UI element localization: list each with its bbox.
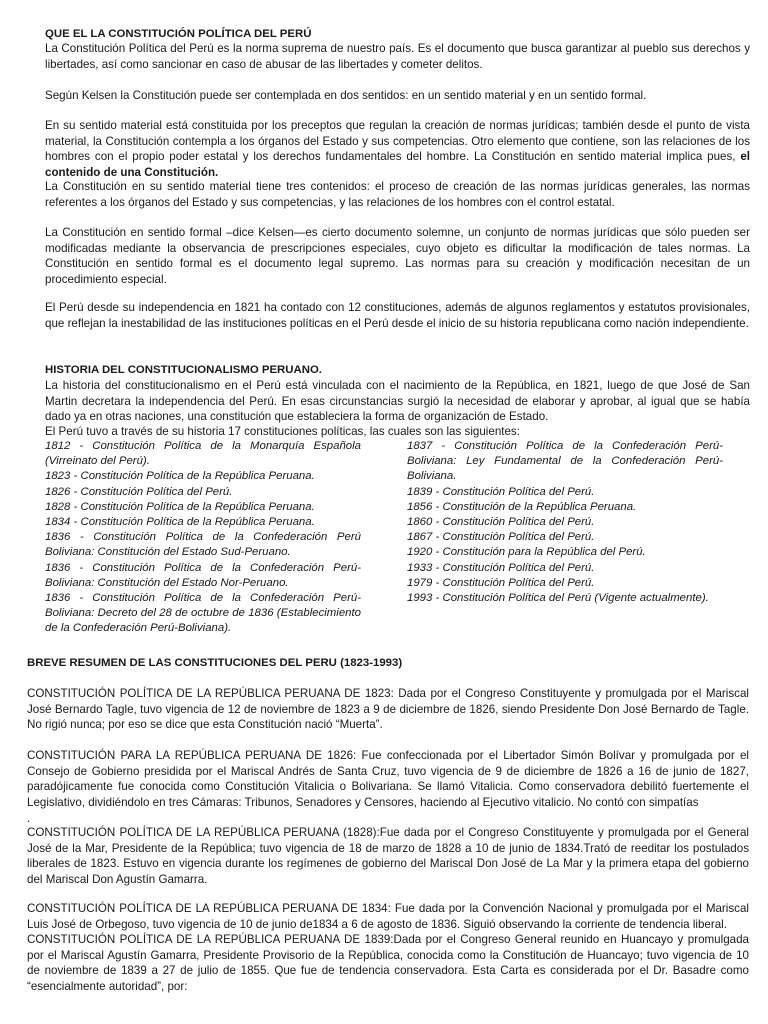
- section-heading-resumen: BREVE RESUMEN DE LAS CONSTITUCIONES DEL PERU (1823-1993): [27, 657, 403, 669]
- paragraph-1834: CONSTITUCIÓN POLÍTICA DE LA REPÚBLICA PERUANA DE 1834: Fue dada por la Convención Nacional y promulgada por el Mariscal Luis José de Orbegoso, tuvo vigencia de 10 de junio de1834 a 6 de agosto de 1836. Siguió observando la corriente de tendencia liberal.: [27, 902, 749, 931]
- paragraph-1826: CONSTITUCIÓN PARA LA REPÚBLICA PERUANA DE 1826: Fue confeccionada por el Libertador Simón Bolívar y promulgada por el Consejo de Gobierno presidida por el Mariscal Andrés de Santa Cruz, tuvo vigencia de 9 de diciembre de 1826 a 16 de junio de 1827, paradójicamente fue conocida como Constitución Vitalicia o Bolivariana. Se llamó Vitalicia. Como conservadora debilitó fuertemente el Legislativo, dividiéndolo en tres Cámaras: Tribunos, Senadores y Censores, haciendo al Ejecutivo vitalicio. No contó con simpatías: [27, 749, 749, 809]
- paragraph-historia: La historia del constitucionalismo en el Perú está vinculada con el nacimiento de la República, en 1821, luego de que José de San Martin decretara la independencia del Perú. En esas circunstancias surgió la necesidad de elaborar y aprobar, al igual que se había dado ya en otras naciones, una constitución que estableciera la forma de organización de Estado.: [45, 379, 750, 424]
- list-item: 1856 - Constitución de la República Peruana.: [407, 500, 637, 513]
- list-item: 1837 - Constitución Política de la Confederación Perú-Boliviana: Ley Fundamental de la Confederación Perú-Boliviana.: [407, 440, 723, 483]
- list-item: 1933 - Constitución Política del Perú.: [407, 561, 595, 574]
- list-item: 1812 - Constitución Política de la Monarquía Española (Virreinato del Perú).: [45, 440, 361, 468]
- paragraph-17-constituciones: El Perú tuvo a través de su historia 17 constituciones políticas, las cuales son las siguientes:: [45, 425, 520, 438]
- section-heading-constitucion: QUE EL LA CONSTITUCIÓN POLÍTICA DEL PERÚ: [45, 28, 312, 40]
- list-item: 1828 - Constitución Política de la República Peruana.: [45, 500, 315, 513]
- constitutions-list-right: [407, 439, 723, 606]
- section-heading-historia: HISTORIA DEL CONSTITUCIONALISMO PERUANO.: [45, 364, 322, 376]
- paragraph-1823: CONSTITUCIÓN POLÍTICA DE LA REPÚBLICA PERUANA DE 1823: Dada por el Congreso Constituyente y promulgada por el Mariscal José Bernardo Tagle, tuvo vigencia de 12 de noviembre de 1823 a 9 de diciembre de 1826, siendo Presidente Don José Bernardo de Tagle. No rigió nunca; por eso se dice que esta Constitución nació “Muerta”.: [27, 687, 749, 732]
- list-item: 1860 - Constitución Política del Perú.: [407, 516, 595, 529]
- paragraph-kelsen: Según Kelsen la Constitución puede ser contemplada en dos sentidos: en un sentido material y en un sentido formal.: [45, 89, 647, 102]
- list-item: 1836 - Constitución Política de la Confederación Perú Boliviana: Constitución del Estado Sud-Peruano.: [45, 531, 361, 559]
- paragraph-independencia: El Perú desde su independencia en 1821 ha contado con 12 constituciones, además de algunos reglamentos y estatutos provisionales, que reflejan la inestabilidad de las instituciones políticas en el Perú desde el inicio de su historia republicana como nación independiente.: [45, 301, 750, 330]
- list-item: 1979 - Constitución Política del Perú.: [407, 576, 595, 589]
- list-item: 1920 - Constitución para la República del Perú.: [407, 546, 646, 559]
- list-item: 1867 - Constitución Política del Perú.: [407, 531, 595, 544]
- stray-dot: .: [27, 812, 31, 825]
- paragraph-tres-contenidos: La Constitución en su sentido material tiene tres contenidos: el proceso de creación de las normas jurídicas generales, las normas referentes a los órganos del Estado y sus competencias, y las relaciones de los hombres con el control estatal.: [45, 180, 750, 209]
- list-item: 1823 - Constitución Política de la República Peruana.: [45, 470, 315, 483]
- list-item: 1826 - Constitución Política del Perú.: [45, 485, 233, 498]
- list-item: 1836 - Constitución Política de la Confederación Perú-Boliviana: Constitución del Estado Nor-Peruano.: [45, 561, 361, 589]
- paragraph-sentido-material-text: En su sentido material está constituida por los preceptos que regulan la creación de normas jurídicas; también desde el punto de vista material, la Constitución contempla a los órganos del Estado y sus competencias. Otro elemento que contiene, son las relaciones de los hombres con el propio poder estatal y los derechos fundamentales del hombre. La Constitución en sentido material implica pues,: [45, 119, 750, 164]
- paragraph-sentido-material: [45, 118, 750, 180]
- list-item: 1993 - Constitución Política del Perú (Vigente actualmente).: [407, 592, 709, 605]
- list-item: 1836 - Constitución Política de la Confederación Perú-Boliviana: Decreto del 28 de octubre de 1836 (Establecimiento de la Confederación Perú-Boliviana).: [45, 592, 361, 635]
- paragraph-definicion: La Constitución Política del Perú es la norma suprema de nuestro país. Es el documento que busca garantizar al pueblo sus derechos y libertades, así como sancionar en caso de abusar de las libertades y cometer delitos.: [45, 42, 750, 71]
- list-item: 1834 - Constitución Política de la República Peruana.: [45, 516, 315, 529]
- paragraph-sentido-material-bold: el contenido de una Constitución.: [45, 150, 750, 179]
- constitutions-list-left: [45, 439, 361, 637]
- list-item: 1839 - Constitución Política del Perú.: [407, 485, 595, 498]
- paragraph-1839: CONSTITUCIÓN POLÍTICA DE LA REPÚBLICA PERUANA DE 1839:Dada por el Congreso General reunido en Huancayo y promulgada por el Mariscal Agustín Gamarra, Presidente Provisorio de la República, conocida como la Constitución de Huancayo; tuvo vigencia de 10 de noviembre de 1839 a 27 de julio de 1855. Que fue de tendencia conservadora. Esta Carta es considerada por el Dr. Basadre como “esencialmente autoridad”, por:: [27, 933, 749, 993]
- paragraph-1828: CONSTITUCIÓN POLÍTICA DE LA REPÚBLICA PERUANA (1828):Fue dada por el Congreso Constituyente y promulgada por el General José de la Mar, Presidente de la República; tuvo vigencia de 18 de marzo de 1828 a 10 de junio de 1834.Trató de reeditar los postulados liberales de 1823. Estuvo en vigencia durante los regímenes de gobierno del Mariscal Don José de La Mar y la primera etapa del gobierno del Mariscal Don Agustín Gamarra.: [27, 826, 749, 886]
- paragraph-sentido-formal: La Constitución en sentido formal –dice Kelsen—es cierto documento solemne, un conjunto de normas jurídicas que sólo pueden ser modificadas mediante la observancia de prescripciones especiales, cuyo objeto es dificultar la modificación de tales normas. La Constitución en sentido formal es el documento legal supremo. Las normas para su creación y modificación necesitan de un procedimiento especial.: [45, 226, 750, 286]
